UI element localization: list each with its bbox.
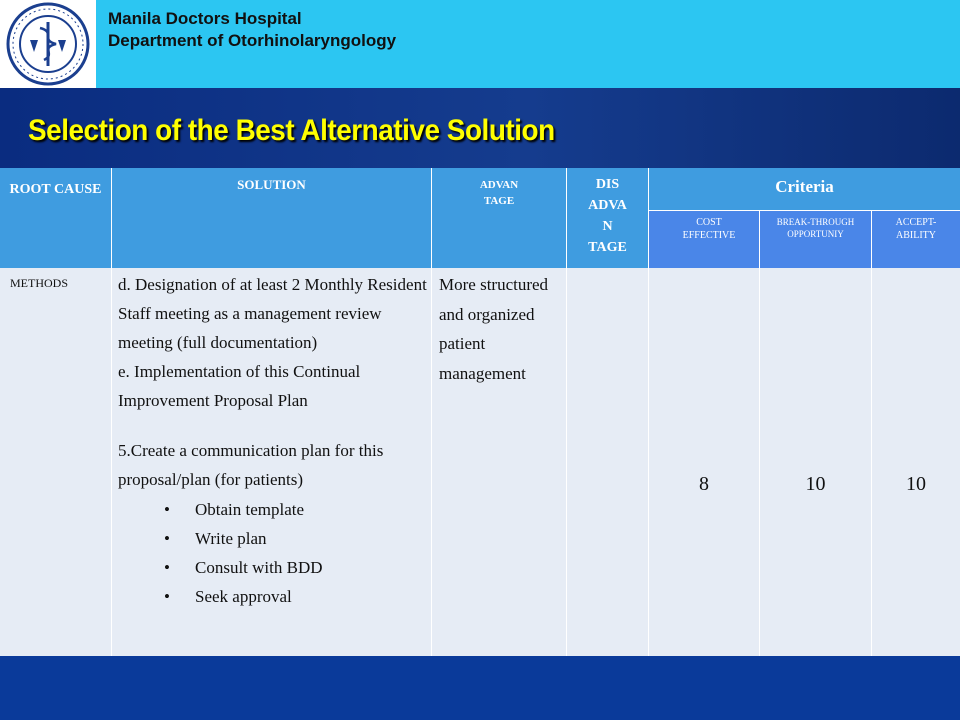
- list-item: • Consult with BDD: [118, 553, 427, 582]
- list-item: • Obtain template: [118, 495, 427, 524]
- cell-disadvantage: [567, 268, 649, 656]
- cell-root-cause: METHODS: [0, 268, 112, 656]
- solution-bullet-list: [118, 495, 427, 611]
- hospital-name-block: [108, 8, 396, 52]
- solution-item-5: 5.Create a communication plan for this proposal/plan (for patients): [118, 441, 384, 489]
- subheader-breakthrough: BREAK-THROUGH OPPORTUNIY: [760, 210, 872, 268]
- header-solution: SOLUTION: [112, 168, 432, 268]
- header-criteria: Criteria: [649, 168, 960, 210]
- header-bar: [0, 0, 960, 88]
- footer-band: [0, 656, 960, 720]
- header-disadvantage: DIS ADVA N TAGE: [567, 168, 649, 268]
- header-advantage: ADVAN TAGE: [432, 168, 567, 268]
- cell-breakthrough: 10: [760, 268, 872, 656]
- cell-solution: [112, 268, 432, 656]
- list-item: • Seek approval: [118, 582, 427, 611]
- solution-item-d: d. Designation of at least 2 Monthly Resident Staff meeting as a management review meeting (full documentation): [118, 275, 427, 352]
- list-item: • Write plan: [118, 524, 427, 553]
- hospital-logo: [0, 0, 96, 88]
- subheader-cost-effective: COST EFFECTIVE: [649, 210, 760, 268]
- cell-cost-effective: 8: [649, 268, 760, 656]
- department-name: Department of Otorhinolaryngology: [108, 31, 397, 50]
- cell-advantage: More structured and organized patient management: [432, 268, 567, 656]
- solution-item-e: e. Implementation of this Continual Improvement Proposal Plan: [118, 362, 361, 410]
- hospital-name: Manila Doctors Hospital: [108, 9, 302, 28]
- subheader-acceptability: ACCEPT-ABILITY: [872, 210, 960, 268]
- cell-acceptability: 10: [872, 268, 960, 656]
- slide-title: Selection of the Best Alternative Solution: [28, 114, 555, 147]
- header-root-cause: ROOT CAUSE: [0, 168, 112, 268]
- hospital-seal-icon: [0, 0, 96, 88]
